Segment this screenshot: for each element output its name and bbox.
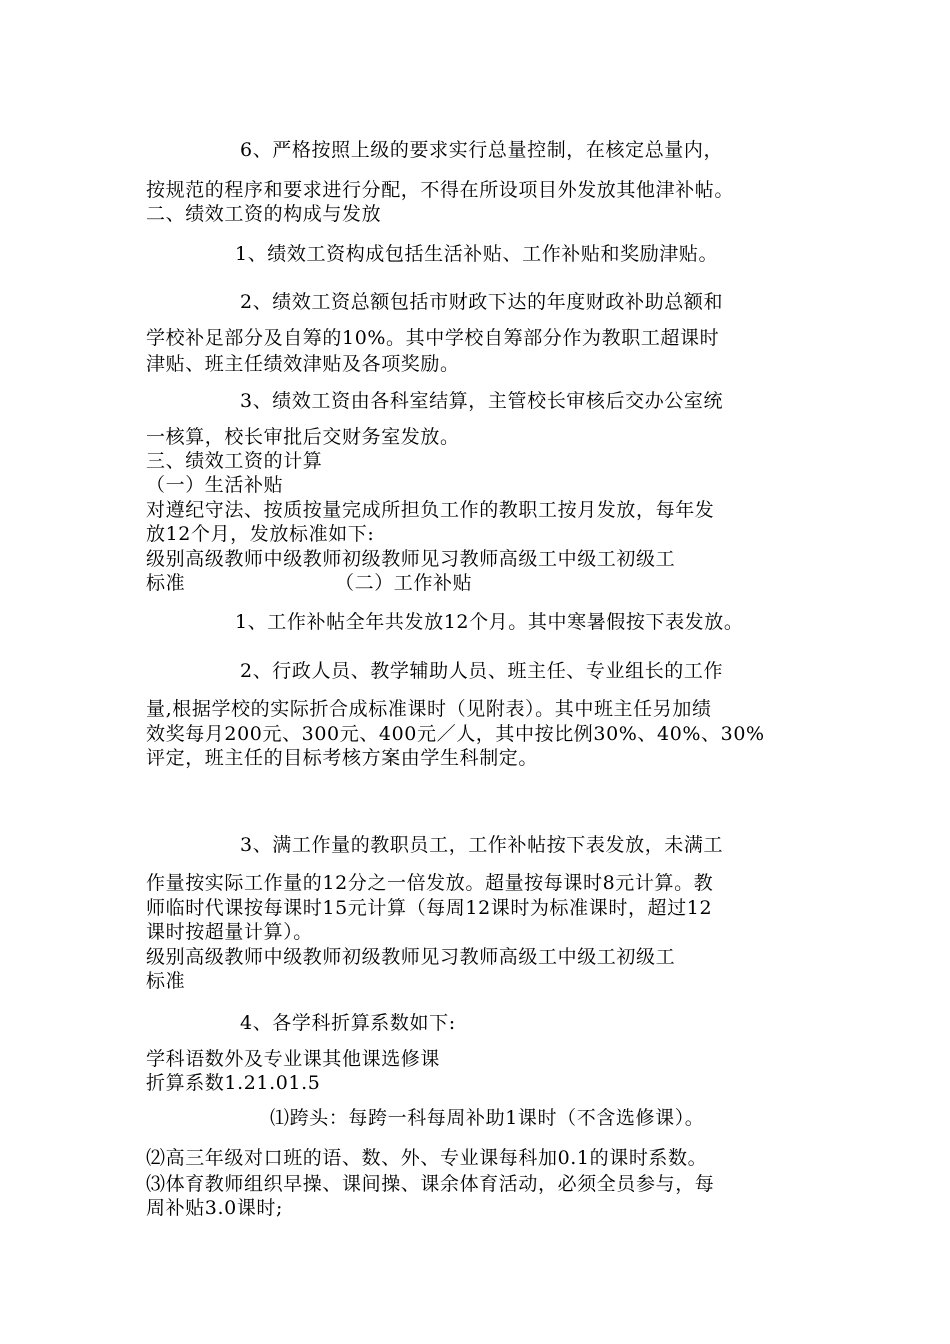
paragraph-line: 量,根据学校的实际折合成标准课时（见附表）。其中班主任另加绩 [146,698,712,720]
paragraph-line: 学校补足部分及自筹的10%。其中学校自筹部分作为教职工超课时 [146,327,720,349]
section-heading: 二、绩效工资的构成与发放 [146,203,382,225]
subsection-heading: （二）工作补贴 [335,572,473,594]
paragraph-line: 作量按实际工作量的12分之一倍发放。超量按每课时8元计算。教 [146,872,714,894]
paragraph-line: 按规范的程序和要求进行分配，不得在所设项目外发放其他津补帖。 [146,179,735,201]
paragraph-line: 2、绩效工资总额包括市财政下达的年度财政补助总额和 [240,291,724,313]
paragraph-line: 师临时代课按每课时15元计算（每周12课时为标准课时，超过12 [146,897,713,919]
paragraph-line: 1、绩效工资构成包括生活补贴、工作补贴和奖励津贴。 [235,243,719,265]
paragraph-line: 放12个月，发放标准如下: [146,523,375,545]
list-item: ⑶体育教师组织早操、课间操、课余体育活动，必须全员参与，每 [146,1173,715,1195]
list-item: ⑴跨头：每跨一科每周补助1课时（不含选修课）。 [270,1107,705,1129]
subsection-heading: （一）生活补贴 [146,474,284,496]
paragraph-line: 评定，班主任的目标考核方案由学生科制定。 [146,747,539,769]
paragraph-line: 3、满工作量的教职员工，工作补帖按下表发放，未满工 [240,834,724,856]
paragraph-line: 津贴、班主任绩效津贴及各项奖励。 [146,353,460,375]
paragraph-line: 一核算，校长审批后交财务室发放。 [146,426,460,448]
paragraph-line: 2、行政人员、教学辅助人员、班主任、专业组长的工作 [240,660,724,682]
paragraph-line: 1、工作补帖全年共发放12个月。其中寒暑假按下表发放。 [235,611,744,633]
table-label: 标准 [146,970,186,992]
list-item: ⑵高三年级对口班的语、数、外、专业课每科加0.1的课时系数。 [146,1147,708,1169]
paragraph-line: 6、严格按照上级的要求实行总量控制，在核定总量内， [240,139,724,161]
table-label: 标准 [146,572,186,594]
table-header-row: 级别高级教师中级教师初级教师见习教师高级工中级工初级工 [146,548,676,570]
paragraph-line: 3、绩效工资由各科室结算，主管校长审核后交办公室统 [240,390,724,412]
paragraph-line: 效奖每月200元、300元、400元／人，其中按比例30%、40%、30% [146,723,765,745]
table-header-row: 学科语数外及专业课其他课选修课 [146,1048,441,1070]
paragraph-line: 课时按超量计算）。 [146,921,313,943]
paragraph-line: 周补贴3.0课时; [146,1197,284,1219]
table-value-row: 折算系数1.21.01.5 [146,1072,321,1094]
section-heading: 三、绩效工资的计算 [146,450,323,472]
table-header-row: 级别高级教师中级教师初级教师见习教师高级工中级工初级工 [146,946,676,968]
paragraph-line: 4、各学科折算系数如下: [240,1012,456,1034]
paragraph-line: 对遵纪守法、按质按量完成所担负工作的教职工按月发放，每年发 [146,499,715,521]
